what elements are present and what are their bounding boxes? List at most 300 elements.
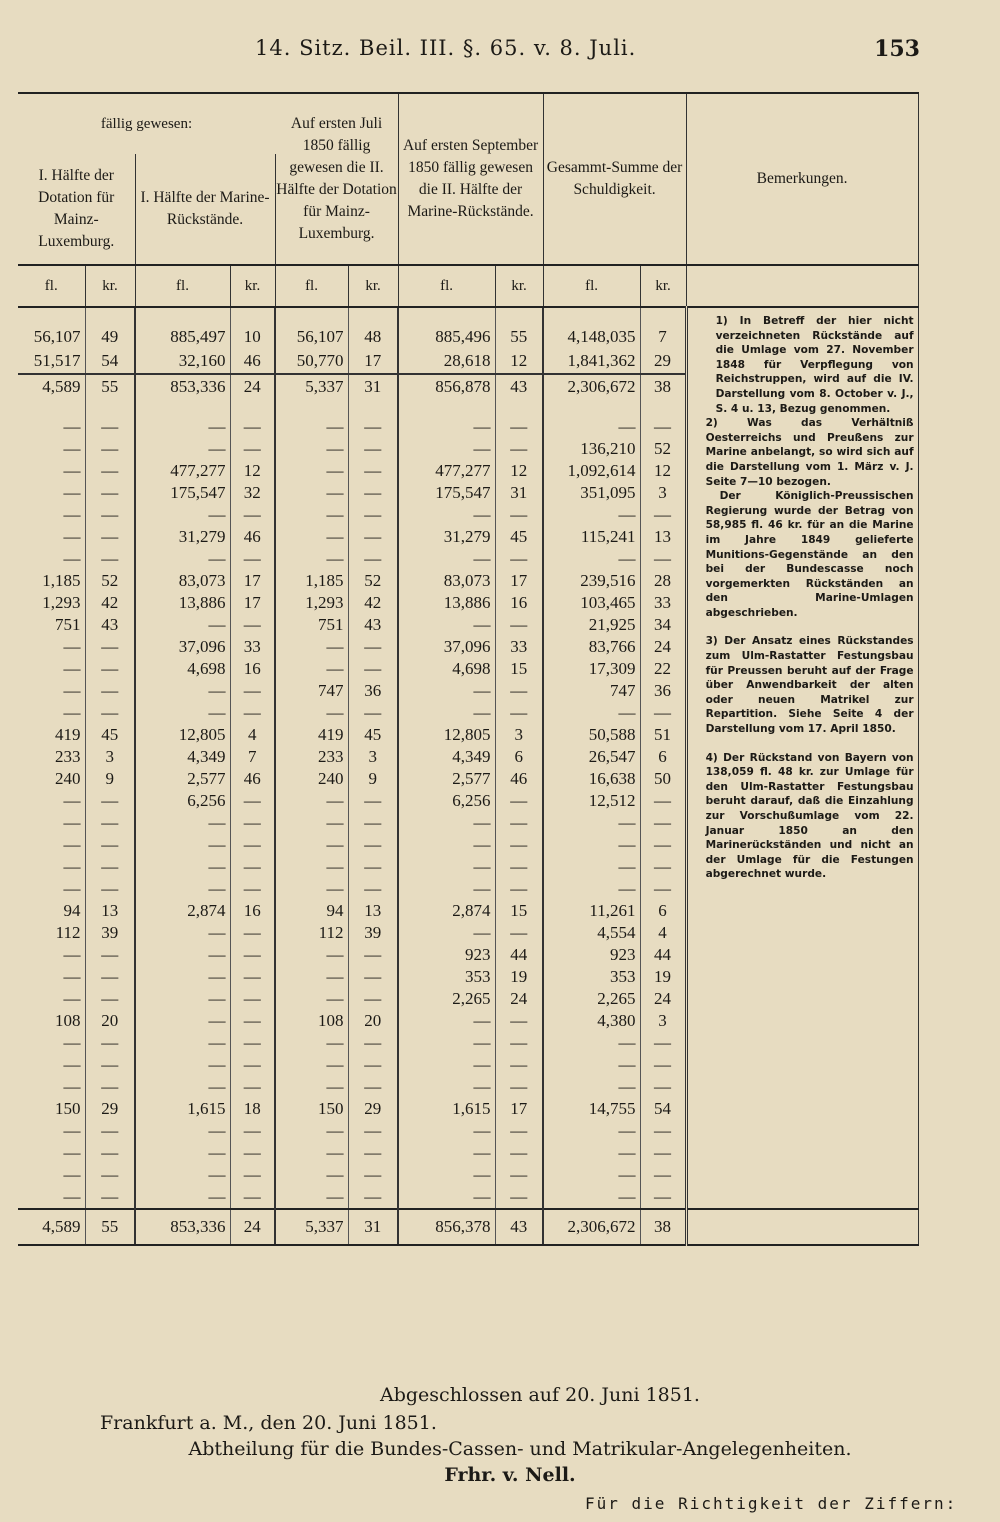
- kreuzer-cell: 55: [495, 325, 543, 349]
- unit-fl: fl.: [18, 265, 85, 307]
- florin-cell: 747: [275, 680, 348, 702]
- florin-cell: —: [18, 944, 85, 966]
- remark-note-2: [706, 416, 914, 620]
- florin-cell: 2,874: [135, 900, 230, 922]
- ledger-body: [18, 307, 918, 1245]
- kreuzer-cell: 12: [230, 460, 275, 482]
- florin-cell: 50,770: [275, 349, 348, 374]
- florin-cell: —: [18, 482, 85, 504]
- empty-cell: [640, 399, 686, 416]
- kreuzer-cell: —: [85, 460, 135, 482]
- kreuzer-cell: —: [230, 1032, 275, 1054]
- kreuzer-cell: —: [348, 460, 398, 482]
- florin-cell: —: [543, 878, 640, 900]
- kreuzer-cell: 13: [85, 900, 135, 922]
- florin-cell: —: [543, 504, 640, 526]
- empty-cell: [135, 399, 230, 416]
- florin-cell: —: [18, 548, 85, 570]
- unit-remarks-blank: [686, 265, 918, 307]
- remarks-notes-cell: [686, 416, 918, 1209]
- kreuzer-cell: —: [495, 1032, 543, 1054]
- kreuzer-cell: 12: [495, 349, 543, 374]
- kreuzer-cell: 43: [495, 1209, 543, 1245]
- kreuzer-cell: —: [348, 790, 398, 812]
- florin-cell: —: [543, 1054, 640, 1076]
- kreuzer-cell: —: [230, 812, 275, 834]
- kreuzer-cell: —: [85, 1164, 135, 1186]
- kreuzer-cell: —: [348, 548, 398, 570]
- signature-line: Frhr. v. Nell.: [444, 1464, 576, 1486]
- florin-cell: —: [18, 1164, 85, 1186]
- florin-cell: 4,589: [18, 1209, 85, 1245]
- kreuzer-cell: 12: [495, 460, 543, 482]
- kreuzer-cell: 55: [85, 374, 135, 399]
- remarks-blank-cell: [686, 1209, 918, 1245]
- florin-cell: —: [18, 834, 85, 856]
- kreuzer-cell: —: [640, 1142, 686, 1164]
- florin-cell: —: [275, 1186, 348, 1209]
- kreuzer-cell: 36: [348, 680, 398, 702]
- empty-cell: [18, 307, 85, 325]
- florin-cell: —: [135, 1142, 230, 1164]
- kreuzer-cell: —: [495, 1010, 543, 1032]
- florin-cell: —: [135, 944, 230, 966]
- florin-cell: 12,512: [543, 790, 640, 812]
- kreuzer-cell: —: [85, 702, 135, 724]
- kreuzer-cell: —: [640, 1186, 686, 1209]
- florin-cell: —: [543, 548, 640, 570]
- kreuzer-cell: 38: [640, 1209, 686, 1245]
- florin-cell: —: [275, 526, 348, 548]
- kreuzer-cell: —: [640, 790, 686, 812]
- kreuzer-cell: —: [348, 1186, 398, 1209]
- kreuzer-cell: —: [85, 438, 135, 460]
- florin-cell: —: [18, 438, 85, 460]
- kreuzer-cell: 18: [230, 1098, 275, 1120]
- page-number: 153: [874, 36, 920, 62]
- florin-cell: —: [135, 922, 230, 944]
- kreuzer-cell: —: [640, 856, 686, 878]
- florin-cell: —: [135, 504, 230, 526]
- florin-cell: —: [275, 1032, 348, 1054]
- florin-cell: —: [275, 1120, 348, 1142]
- kreuzer-cell: —: [495, 702, 543, 724]
- kreuzer-cell: —: [85, 1120, 135, 1142]
- florin-cell: 17,309: [543, 658, 640, 680]
- kreuzer-cell: —: [495, 548, 543, 570]
- kreuzer-cell: —: [230, 702, 275, 724]
- kreuzer-cell: —: [640, 548, 686, 570]
- florin-cell: 419: [18, 724, 85, 746]
- florin-cell: 353: [543, 966, 640, 988]
- kreuzer-cell: 24: [640, 988, 686, 1010]
- florin-cell: 112: [275, 922, 348, 944]
- florin-cell: 4,349: [398, 746, 495, 768]
- florin-cell: 14,755: [543, 1098, 640, 1120]
- florin-cell: 2,306,672: [543, 374, 640, 399]
- kreuzer-cell: 33: [495, 636, 543, 658]
- florin-cell: 11,261: [543, 900, 640, 922]
- florin-cell: —: [398, 548, 495, 570]
- page-header: [0, 36, 1000, 66]
- kreuzer-cell: —: [495, 1054, 543, 1076]
- kreuzer-cell: 22: [640, 658, 686, 680]
- units-row: [18, 265, 918, 307]
- florin-cell: —: [543, 1076, 640, 1098]
- florin-cell: —: [275, 416, 348, 438]
- florin-cell: —: [135, 438, 230, 460]
- florin-cell: 1,293: [275, 592, 348, 614]
- kreuzer-cell: —: [85, 834, 135, 856]
- florin-cell: —: [18, 460, 85, 482]
- kreuzer-cell: 3: [640, 482, 686, 504]
- kreuzer-cell: 39: [85, 922, 135, 944]
- kreuzer-cell: —: [640, 1054, 686, 1076]
- empty-cell: [398, 399, 495, 416]
- kreuzer-cell: 19: [495, 966, 543, 988]
- florin-cell: —: [275, 790, 348, 812]
- florin-cell: 175,547: [135, 482, 230, 504]
- unit-kr: kr.: [348, 265, 398, 307]
- kreuzer-cell: —: [495, 1164, 543, 1186]
- florin-cell: 4,380: [543, 1010, 640, 1032]
- kreuzer-cell: 3: [85, 746, 135, 768]
- kreuzer-cell: —: [495, 614, 543, 636]
- kreuzer-cell: 29: [85, 1098, 135, 1120]
- kreuzer-cell: 7: [640, 325, 686, 349]
- kreuzer-cell: —: [230, 1010, 275, 1032]
- empty-cell: [543, 307, 640, 325]
- florin-cell: 32,160: [135, 349, 230, 374]
- florin-cell: 12,805: [398, 724, 495, 746]
- kreuzer-cell: —: [85, 1142, 135, 1164]
- kreuzer-cell: —: [348, 1054, 398, 1076]
- florin-cell: —: [275, 812, 348, 834]
- col3-heading: Auf ersten Juli 1850 fällig gewesen die II. Hälfte der Dotation für Mainz-Luxemburg.: [275, 93, 398, 265]
- kreuzer-cell: —: [230, 416, 275, 438]
- florin-cell: —: [18, 702, 85, 724]
- kreuzer-cell: 33: [230, 636, 275, 658]
- kreuzer-cell: —: [230, 1120, 275, 1142]
- florin-cell: —: [135, 1054, 230, 1076]
- place-date-line: Frankfurt a. M., den 20. Juni 1851.: [100, 1412, 437, 1434]
- kreuzer-cell: —: [348, 526, 398, 548]
- kreuzer-cell: 45: [348, 724, 398, 746]
- unit-fl: fl.: [543, 265, 640, 307]
- kreuzer-cell: —: [348, 834, 398, 856]
- kreuzer-cell: 16: [230, 900, 275, 922]
- kreuzer-cell: —: [495, 922, 543, 944]
- florin-cell: 150: [275, 1098, 348, 1120]
- kreuzer-cell: —: [85, 1054, 135, 1076]
- florin-cell: —: [18, 504, 85, 526]
- kreuzer-cell: —: [348, 504, 398, 526]
- florin-cell: 83,073: [398, 570, 495, 592]
- kreuzer-cell: 3: [640, 1010, 686, 1032]
- kreuzer-cell: 39: [348, 922, 398, 944]
- empty-cell: [275, 307, 348, 325]
- kreuzer-cell: 24: [230, 374, 275, 399]
- florin-cell: 1,185: [275, 570, 348, 592]
- kreuzer-cell: —: [230, 504, 275, 526]
- florin-cell: 37,096: [135, 636, 230, 658]
- kreuzer-cell: 51: [640, 724, 686, 746]
- florin-cell: —: [135, 988, 230, 1010]
- florin-cell: —: [398, 614, 495, 636]
- kreuzer-cell: —: [230, 1142, 275, 1164]
- kreuzer-cell: —: [85, 878, 135, 900]
- ledger-table: [18, 92, 919, 1246]
- kreuzer-cell: 42: [85, 592, 135, 614]
- florin-cell: —: [275, 482, 348, 504]
- florin-cell: 351,095: [543, 482, 640, 504]
- florin-cell: 4,698: [135, 658, 230, 680]
- kreuzer-cell: 46: [230, 768, 275, 790]
- kreuzer-cell: 24: [495, 988, 543, 1010]
- florin-cell: 2,874: [398, 900, 495, 922]
- remark-note-1: 1) In Betreff der hier nicht verzeichneten Rückstände auf die Umlage vom 27. November 1848 für Verpflegung von Reichstruppen, wird auf die IV. Darstellung vom 8. October v. J., S. 4 u. 13, Bezug genommen.: [715, 315, 914, 415]
- empty-cell: [85, 307, 135, 325]
- florin-cell: 28,618: [398, 349, 495, 374]
- kreuzer-cell: —: [230, 790, 275, 812]
- kreuzer-cell: —: [495, 1142, 543, 1164]
- florin-cell: —: [275, 548, 348, 570]
- kreuzer-cell: 55: [85, 1209, 135, 1245]
- florin-cell: —: [275, 1076, 348, 1098]
- kreuzer-cell: 42: [348, 592, 398, 614]
- florin-cell: —: [18, 658, 85, 680]
- kreuzer-cell: 16: [230, 658, 275, 680]
- empty-cell: [495, 399, 543, 416]
- empty-cell: [275, 399, 348, 416]
- florin-cell: 419: [275, 724, 348, 746]
- florin-cell: —: [135, 1010, 230, 1032]
- col5-heading: Gesammt-Summe der Schuldigkeit.: [543, 93, 686, 265]
- kreuzer-cell: 31: [348, 1209, 398, 1245]
- remark-note-3: 3) Der Ansatz eines Rückstandes zum Ulm-Rastatter Festungsbau für Preussen beruht auf der Frage über Anwendbarkeit der alten oder neuen Matrikel zur Repartition. Siehe Seite 4 der Darstellung vom 17. April 1850.: [705, 635, 914, 736]
- florin-cell: —: [543, 1186, 640, 1209]
- kreuzer-cell: —: [230, 1054, 275, 1076]
- unit-kr: kr.: [85, 265, 135, 307]
- florin-cell: 150: [18, 1098, 85, 1120]
- florin-cell: —: [18, 1142, 85, 1164]
- col1-heading: I. Hälfte der Dotation für Mainz-Luxemburg.: [18, 154, 135, 265]
- florin-cell: —: [398, 1054, 495, 1076]
- unit-fl: fl.: [275, 265, 348, 307]
- remarks-note-1-cell: [686, 307, 918, 416]
- empty-cell: [230, 399, 275, 416]
- kreuzer-cell: —: [230, 1186, 275, 1209]
- florin-cell: 885,496: [398, 325, 495, 349]
- group-heading: fällig gewesen:: [18, 93, 275, 154]
- florin-cell: 51,517: [18, 349, 85, 374]
- kreuzer-cell: —: [640, 1076, 686, 1098]
- kreuzer-cell: 24: [230, 1209, 275, 1245]
- florin-cell: 4,698: [398, 658, 495, 680]
- kreuzer-cell: —: [230, 1164, 275, 1186]
- florin-cell: —: [398, 1076, 495, 1098]
- attestation-line: Für die Richtigkeit der Ziffern:: [585, 1494, 958, 1513]
- unit-kr: kr.: [495, 265, 543, 307]
- kreuzer-cell: 49: [85, 325, 135, 349]
- kreuzer-cell: —: [85, 658, 135, 680]
- florin-cell: —: [18, 878, 85, 900]
- florin-cell: 5,337: [275, 1209, 348, 1245]
- kreuzer-cell: —: [85, 1186, 135, 1209]
- unit-kr: kr.: [640, 265, 686, 307]
- kreuzer-cell: —: [85, 680, 135, 702]
- kreuzer-cell: 54: [640, 1098, 686, 1120]
- florin-cell: —: [18, 1120, 85, 1142]
- kreuzer-cell: —: [495, 856, 543, 878]
- kreuzer-cell: —: [230, 878, 275, 900]
- florin-cell: 136,210: [543, 438, 640, 460]
- kreuzer-cell: 43: [348, 614, 398, 636]
- kreuzer-cell: 4: [640, 922, 686, 944]
- florin-cell: 923: [398, 944, 495, 966]
- florin-cell: —: [18, 680, 85, 702]
- kreuzer-cell: —: [230, 548, 275, 570]
- florin-cell: —: [135, 416, 230, 438]
- florin-cell: 4,589: [18, 374, 85, 399]
- florin-cell: —: [18, 856, 85, 878]
- florin-cell: —: [18, 1054, 85, 1076]
- kreuzer-cell: —: [230, 856, 275, 878]
- kreuzer-cell: —: [495, 504, 543, 526]
- kreuzer-cell: 29: [640, 349, 686, 374]
- kreuzer-cell: 45: [85, 724, 135, 746]
- kreuzer-cell: —: [348, 966, 398, 988]
- kreuzer-cell: 52: [85, 570, 135, 592]
- kreuzer-cell: —: [348, 812, 398, 834]
- kreuzer-cell: —: [85, 944, 135, 966]
- kreuzer-cell: —: [348, 1032, 398, 1054]
- kreuzer-cell: 17: [230, 570, 275, 592]
- kreuzer-cell: 50: [640, 768, 686, 790]
- florin-cell: —: [18, 790, 85, 812]
- florin-cell: —: [275, 658, 348, 680]
- kreuzer-cell: —: [230, 944, 275, 966]
- florin-cell: —: [18, 1186, 85, 1209]
- florin-cell: —: [135, 1032, 230, 1054]
- kreuzer-cell: —: [85, 636, 135, 658]
- florin-cell: 4,554: [543, 922, 640, 944]
- kreuzer-cell: 29: [348, 1098, 398, 1120]
- kreuzer-cell: 7: [230, 746, 275, 768]
- florin-cell: —: [398, 856, 495, 878]
- kreuzer-cell: 52: [640, 438, 686, 460]
- florin-cell: 56,107: [18, 325, 85, 349]
- kreuzer-cell: 13: [640, 526, 686, 548]
- kreuzer-cell: —: [85, 856, 135, 878]
- florin-cell: —: [275, 856, 348, 878]
- kreuzer-cell: 32: [230, 482, 275, 504]
- kreuzer-cell: —: [85, 526, 135, 548]
- kreuzer-cell: 12: [640, 460, 686, 482]
- florin-cell: —: [398, 504, 495, 526]
- florin-cell: 108: [275, 1010, 348, 1032]
- florin-cell: —: [275, 988, 348, 1010]
- kreuzer-cell: 44: [640, 944, 686, 966]
- florin-cell: —: [275, 1164, 348, 1186]
- florin-cell: —: [398, 702, 495, 724]
- kreuzer-cell: —: [640, 504, 686, 526]
- florin-cell: 115,241: [543, 526, 640, 548]
- florin-cell: —: [135, 548, 230, 570]
- florin-cell: —: [275, 438, 348, 460]
- kreuzer-cell: 33: [640, 592, 686, 614]
- florin-cell: 240: [18, 768, 85, 790]
- kreuzer-cell: —: [348, 1120, 398, 1142]
- florin-cell: —: [135, 812, 230, 834]
- florin-cell: 2,577: [398, 768, 495, 790]
- florin-cell: —: [135, 966, 230, 988]
- florin-cell: —: [398, 812, 495, 834]
- col2-heading: I. Hälfte der Marine-Rückstände.: [135, 154, 275, 265]
- florin-cell: 21,925: [543, 614, 640, 636]
- florin-cell: 6,256: [135, 790, 230, 812]
- empty-cell: [85, 399, 135, 416]
- closing-line: Abgeschlossen auf 20. Juni 1851.: [380, 1384, 700, 1406]
- kreuzer-cell: 34: [640, 614, 686, 636]
- kreuzer-cell: 17: [495, 1098, 543, 1120]
- kreuzer-cell: 20: [348, 1010, 398, 1032]
- florin-cell: 50,588: [543, 724, 640, 746]
- ledger-header: [18, 93, 918, 307]
- kreuzer-cell: 16: [495, 592, 543, 614]
- florin-cell: —: [18, 812, 85, 834]
- florin-cell: 1,092,614: [543, 460, 640, 482]
- florin-cell: —: [275, 878, 348, 900]
- kreuzer-cell: 38: [640, 374, 686, 399]
- florin-cell: —: [275, 460, 348, 482]
- kreuzer-cell: —: [495, 416, 543, 438]
- florin-cell: —: [135, 702, 230, 724]
- florin-cell: 26,547: [543, 746, 640, 768]
- florin-cell: —: [135, 1076, 230, 1098]
- florin-cell: 103,465: [543, 592, 640, 614]
- kreuzer-cell: —: [348, 1076, 398, 1098]
- kreuzer-cell: 9: [348, 768, 398, 790]
- kreuzer-cell: 45: [495, 526, 543, 548]
- empty-cell: [495, 307, 543, 325]
- remark-note-2-p2: Der Königlich-Preussischen Regierung wurde der Betrag von 58,985 fl. 46 kr. für an die Marine im Jahre 1849 gelieferte Munitions-Gegenstände an den bei der Bundescasse noch vorgemerkten Rückständen an den Marine-Umlagen abgeschrieben.: [705, 490, 914, 619]
- florin-cell: —: [18, 526, 85, 548]
- florin-cell: 853,336: [135, 374, 230, 399]
- kreuzer-cell: —: [495, 438, 543, 460]
- kreuzer-cell: 44: [495, 944, 543, 966]
- kreuzer-cell: 6: [495, 746, 543, 768]
- empty-cell: [348, 399, 398, 416]
- florin-cell: 112: [18, 922, 85, 944]
- kreuzer-cell: —: [230, 922, 275, 944]
- kreuzer-cell: —: [85, 416, 135, 438]
- kreuzer-cell: 20: [85, 1010, 135, 1032]
- florin-cell: 1,841,362: [543, 349, 640, 374]
- florin-cell: 751: [18, 614, 85, 636]
- florin-cell: 477,277: [135, 460, 230, 482]
- kreuzer-cell: 46: [230, 526, 275, 548]
- col4-heading: Auf ersten September 1850 fällig gewesen die II. Hälfte der Marine-Rückstände.: [398, 93, 543, 265]
- kreuzer-cell: —: [348, 1164, 398, 1186]
- florin-cell: —: [275, 636, 348, 658]
- florin-cell: 856,878: [398, 374, 495, 399]
- florin-cell: —: [135, 878, 230, 900]
- florin-cell: 13,886: [398, 592, 495, 614]
- florin-cell: —: [18, 966, 85, 988]
- kreuzer-cell: —: [85, 790, 135, 812]
- florin-cell: 6,256: [398, 790, 495, 812]
